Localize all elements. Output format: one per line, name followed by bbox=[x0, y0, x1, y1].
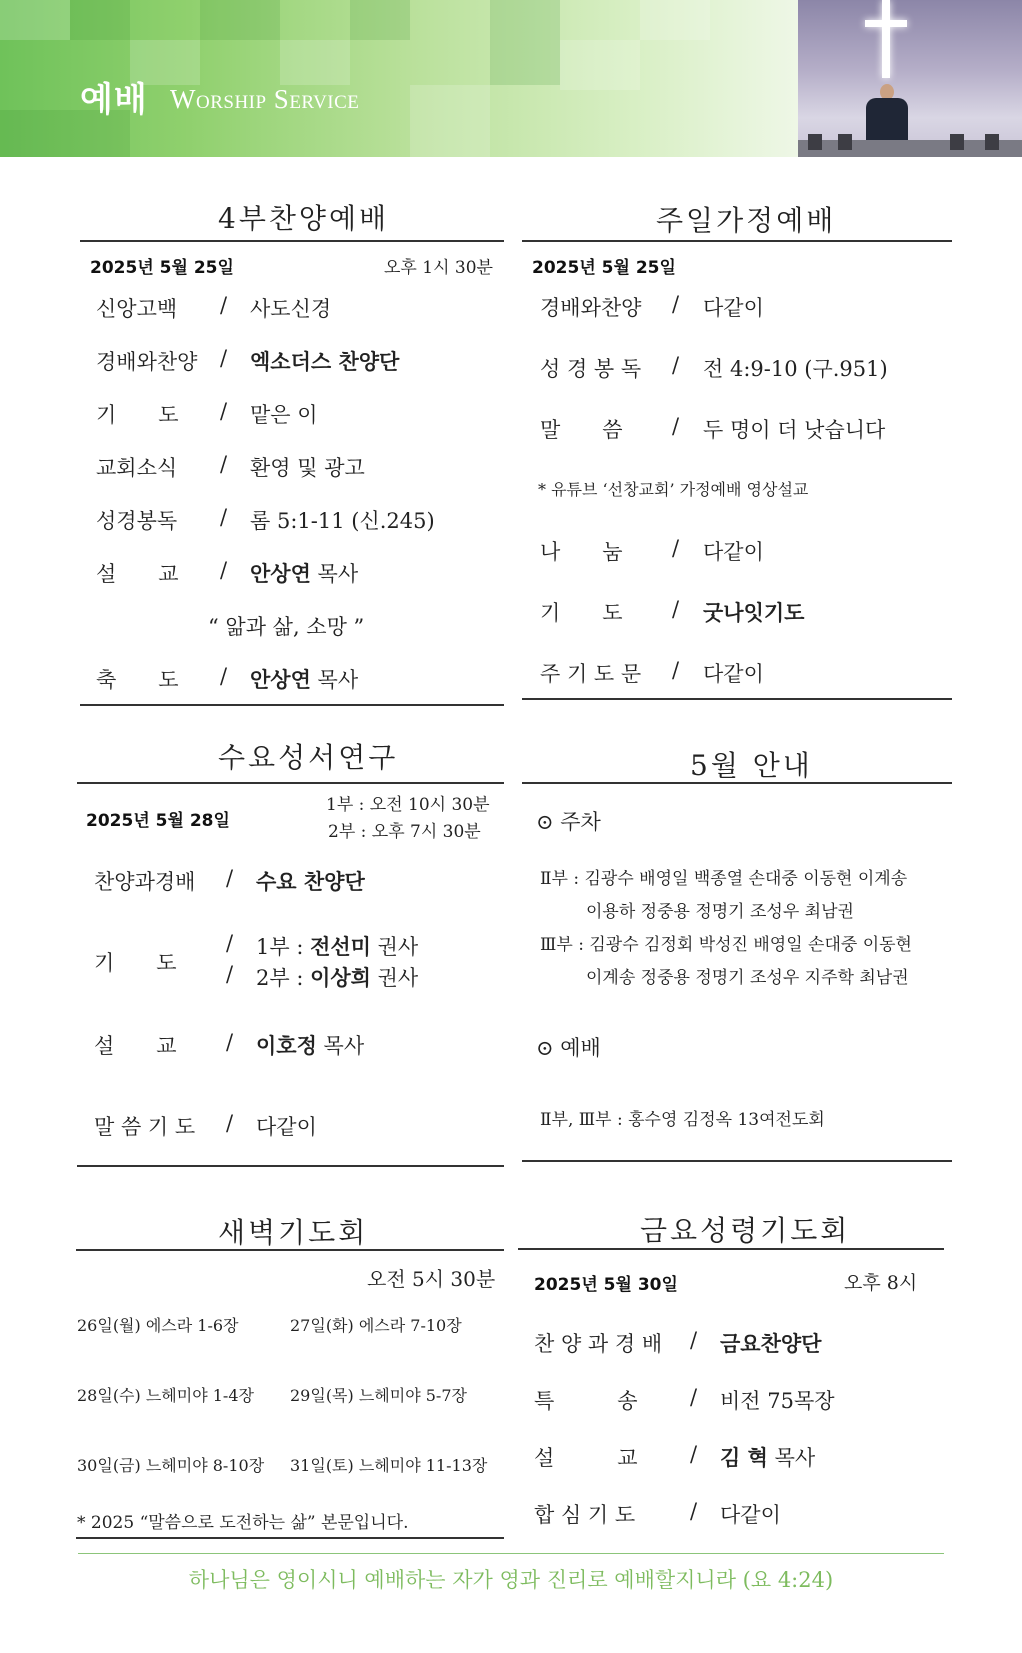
section-rule bbox=[77, 782, 504, 784]
service-time-2: 2부 : 오후 7시 30분 bbox=[328, 822, 481, 842]
parking-heading: ⊙ 주차 bbox=[536, 810, 601, 834]
dawn-reading: 29일(목) 느헤미야 5-7장 bbox=[290, 1386, 467, 1405]
mic-icon bbox=[950, 134, 964, 150]
row-value: 롬 5:1-11 (신.245) bbox=[250, 509, 435, 533]
row-sep: / bbox=[690, 1328, 698, 1352]
footer-verse: 하나님은 영이시니 예배하는 자가 영과 진리로 예배할지니라 (요 4:24) bbox=[188, 1568, 834, 1592]
row-sep: / bbox=[220, 505, 228, 529]
row-label: 설 교 bbox=[96, 562, 179, 586]
worship-heading: ⊙ 예배 bbox=[536, 1036, 601, 1060]
row-sep: / bbox=[672, 536, 680, 560]
dawn-reading: 26일(월) 에스라 1-6장 bbox=[77, 1316, 239, 1335]
row-sep: / bbox=[220, 399, 228, 423]
row-value: 다같이 bbox=[256, 1115, 317, 1139]
row-value bbox=[256, 1030, 364, 1060]
row-label: 말 씀 기 도 bbox=[94, 1115, 196, 1139]
row-sep: / bbox=[672, 414, 680, 438]
prayer-part1-name: 전선미 bbox=[310, 935, 371, 959]
prayer-part1-role: 권사 bbox=[377, 935, 419, 959]
service-date: 2025년 5월 25일 bbox=[90, 258, 234, 278]
banner-tile bbox=[70, 0, 130, 40]
section-title: 5월 안내 bbox=[690, 749, 813, 782]
banner-tile bbox=[640, 0, 710, 40]
row-label: 기 도 bbox=[540, 601, 623, 625]
service-time: 오후 8시 bbox=[844, 1272, 918, 1294]
section-rule bbox=[76, 1537, 504, 1539]
section-rule bbox=[80, 240, 504, 242]
row-value: 두 명이 더 낫습니다 bbox=[703, 418, 886, 442]
mic-icon bbox=[838, 134, 852, 150]
section-rule bbox=[522, 1160, 952, 1162]
prayer-part2-prefix: 2부 : bbox=[256, 966, 304, 990]
row-label: 신앙고백 bbox=[96, 297, 178, 321]
row-sep: / bbox=[220, 558, 228, 582]
section-title: 4부찬양예배 bbox=[218, 202, 390, 235]
dawn-reading: 31일(토) 느헤미야 11-13장 bbox=[290, 1456, 488, 1475]
row-value: 굿나잇기도 bbox=[703, 601, 805, 625]
row-value: 금요찬양단 bbox=[720, 1332, 822, 1356]
row-sep: / bbox=[220, 346, 228, 370]
row-value: 환영 및 광고 bbox=[250, 456, 365, 480]
section-title: 수요성서연구 bbox=[218, 741, 399, 774]
section-rule bbox=[76, 1249, 504, 1251]
dawn-note: * 2025 “말씀으로 도전하는 삶” 본문입니다. bbox=[77, 1513, 409, 1533]
service-time: 오전 5시 30분 bbox=[367, 1267, 496, 1291]
row-label: 경배와찬양 bbox=[540, 296, 642, 320]
row-label: 주 기 도 문 bbox=[540, 662, 642, 686]
section-rule bbox=[522, 698, 952, 700]
section-rule bbox=[518, 1248, 944, 1250]
banner-tile bbox=[490, 0, 560, 85]
section-title: 주일가정예배 bbox=[656, 204, 837, 237]
section-title: 새벽기도회 bbox=[218, 1216, 369, 1249]
row-label: 교회소식 bbox=[96, 456, 178, 480]
row-sep: / bbox=[226, 931, 234, 955]
youtube-note: * 유튜브 ‘선창교회’ 가정예배 영상설교 bbox=[538, 480, 809, 499]
row-sep: / bbox=[672, 353, 680, 377]
preacher-role: 목사 bbox=[317, 562, 359, 586]
section-rule bbox=[522, 782, 952, 784]
banner-subtitle: Worship Service bbox=[170, 84, 360, 114]
row-label: 성 경 봉 독 bbox=[540, 357, 642, 381]
row-label: 찬 양 과 경 배 bbox=[534, 1332, 663, 1356]
section-rule bbox=[77, 1165, 504, 1167]
row-sep: / bbox=[690, 1442, 698, 1466]
preacher-name: 이호정 bbox=[256, 1034, 317, 1058]
preacher-role: 목사 bbox=[323, 1034, 365, 1058]
row-value: 다같이 bbox=[703, 662, 764, 686]
banner-tile bbox=[200, 0, 280, 40]
row-value: 비전 75목장 bbox=[720, 1389, 835, 1413]
row-sep: / bbox=[220, 664, 228, 688]
banner-tile bbox=[280, 40, 350, 85]
row-sep: / bbox=[226, 866, 234, 890]
row-label: 합 심 기 도 bbox=[534, 1503, 636, 1527]
prayer-part2-role: 권사 bbox=[377, 966, 419, 990]
row-sep: / bbox=[220, 293, 228, 317]
row-sep: / bbox=[220, 452, 228, 476]
pastor-figure-body bbox=[866, 98, 908, 144]
row-value: 사도신경 bbox=[250, 297, 332, 321]
preacher-name: 김 혁 bbox=[720, 1446, 768, 1470]
row-label: 말 씀 bbox=[540, 418, 623, 442]
section-rule bbox=[522, 240, 952, 242]
row-value: 다같이 bbox=[720, 1503, 781, 1527]
row-value: 엑소더스 찬양단 bbox=[250, 350, 400, 374]
prayer-part2 bbox=[256, 962, 418, 992]
prayer-part1 bbox=[256, 931, 418, 961]
cross-icon-bar bbox=[865, 20, 907, 27]
preacher-name: 안상연 bbox=[250, 562, 311, 586]
cross-icon bbox=[882, 0, 890, 78]
banner-tile bbox=[410, 85, 490, 157]
preacher-role: 목사 bbox=[774, 1446, 816, 1470]
row-label: 찬양과경배 bbox=[94, 870, 196, 894]
banner-tile bbox=[350, 0, 410, 40]
parking-line: 이계송 정중용 정명기 조성우 지주학 최남권 bbox=[586, 968, 909, 988]
row-label: 설 교 bbox=[94, 1034, 177, 1058]
row-label: 성경봉독 bbox=[96, 509, 178, 533]
row-sep: / bbox=[690, 1499, 698, 1523]
row-label: 기 도 bbox=[94, 951, 177, 975]
row-label: 설 교 bbox=[534, 1446, 638, 1470]
blessing-role: 목사 bbox=[317, 668, 359, 692]
parking-line: Ⅲ부 : 김광수 김정회 박성진 배영일 손대중 이동현 bbox=[540, 935, 912, 955]
dawn-reading: 30일(금) 느헤미야 8-10장 bbox=[77, 1456, 265, 1475]
sermon-title: “ 앎과 삶, 소망 ” bbox=[208, 615, 365, 639]
row-label: 경배와찬양 bbox=[96, 350, 198, 374]
service-time-1: 1부 : 오전 10시 30분 bbox=[326, 795, 490, 815]
prayer-part2-name: 이상희 bbox=[310, 966, 371, 990]
row-value: 맡은 이 bbox=[250, 403, 318, 427]
dawn-reading: 28일(수) 느헤미야 1-4장 bbox=[77, 1386, 254, 1405]
row-sep: / bbox=[672, 292, 680, 316]
row-label: 축 도 bbox=[96, 668, 179, 692]
row-label: 특 송 bbox=[534, 1389, 638, 1413]
row-value bbox=[250, 664, 358, 694]
dawn-reading: 27일(화) 에스라 7-10장 bbox=[290, 1316, 462, 1335]
service-time: 오후 1시 30분 bbox=[384, 258, 493, 278]
row-label: 기 도 bbox=[96, 403, 179, 427]
banner-tile bbox=[0, 0, 70, 40]
row-sep: / bbox=[226, 962, 234, 986]
section-title: 금요성령기도회 bbox=[640, 1214, 851, 1247]
footer-rule bbox=[78, 1553, 944, 1554]
row-value: 수요 찬양단 bbox=[256, 870, 365, 894]
service-date: 2025년 5월 30일 bbox=[534, 1275, 678, 1295]
service-date: 2025년 5월 25일 bbox=[532, 258, 676, 278]
row-label: 나 눔 bbox=[540, 540, 623, 564]
blessing-name: 안상연 bbox=[250, 668, 311, 692]
row-value: 다같이 bbox=[703, 540, 764, 564]
prayer-part1-prefix: 1부 : bbox=[256, 935, 304, 959]
mic-icon bbox=[985, 134, 999, 150]
section-rule bbox=[80, 704, 504, 706]
mic-icon bbox=[808, 134, 822, 150]
service-date: 2025년 5월 28일 bbox=[86, 811, 230, 831]
row-sep: / bbox=[672, 658, 680, 682]
header-banner bbox=[0, 0, 1022, 157]
row-value: 전 4:9-10 (구.951) bbox=[703, 357, 888, 381]
parking-line: Ⅱ부 : 김광수 배영일 백종열 손대중 이동현 이계송 bbox=[540, 869, 908, 889]
row-value bbox=[720, 1442, 815, 1472]
row-sep: / bbox=[672, 597, 680, 621]
worship-line: Ⅱ부, Ⅲ부 : 홍수영 김정옥 13여전도회 bbox=[540, 1110, 825, 1130]
row-sep: / bbox=[226, 1111, 234, 1135]
parking-line: 이용하 정중용 정명기 조성우 최남권 bbox=[586, 902, 854, 922]
row-sep: / bbox=[226, 1030, 234, 1054]
banner-tile bbox=[560, 40, 640, 90]
row-value: 다같이 bbox=[703, 296, 764, 320]
row-value bbox=[250, 558, 358, 588]
row-sep: / bbox=[690, 1385, 698, 1409]
banner-title: 예배 bbox=[80, 80, 148, 120]
